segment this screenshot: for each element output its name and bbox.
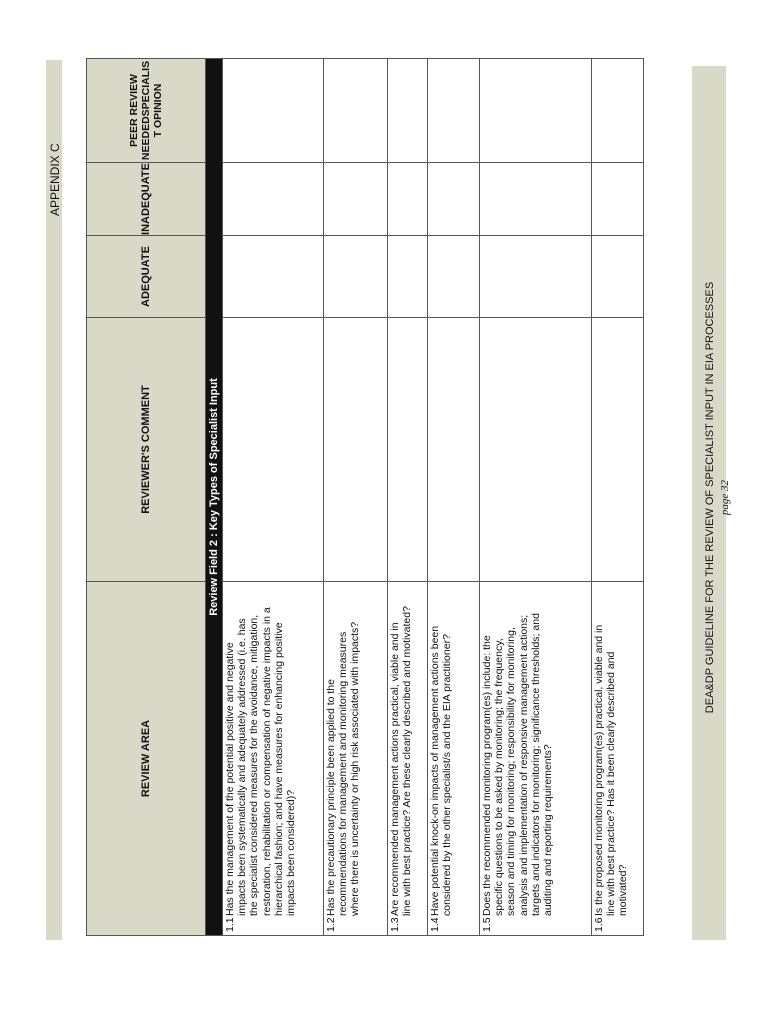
review-question: Has the management of the potential positive and negative impacts been systematically and adequately addressed (i.e. has the specialist considered measures for the avoidance, mitigation, restoration, rehabilitation or compensation of negative impacts in a hierarchical fashion; and have measures for enhancing positive impacts been considered)? — [224, 607, 298, 916]
row-number: 1.6 — [593, 917, 605, 932]
review-question: Have potential knock-on impacts of management actions been considered by the other specialist/s and the EIA practitioner? — [429, 625, 454, 916]
review-question: Does the recommended monitoring program(es) include: the specific questions to be asked by monitoring; the frequency, season and timing for monitoring; responsibility for monitoring, analysis and implementation of responsive management actions; targets and indicators for monitoring; significance thresholds; and auditing and reporting requirements? — [481, 613, 555, 916]
inadequate-cell[interactable] — [428, 163, 480, 236]
header-inadequate: INADEQUATE — [87, 163, 206, 236]
comment-cell[interactable] — [223, 318, 324, 582]
inadequate-cell[interactable] — [388, 163, 428, 236]
inadequate-cell[interactable] — [480, 163, 592, 236]
adequate-cell[interactable] — [592, 236, 644, 318]
table-row — [324, 59, 388, 936]
peer-review-cell[interactable] — [480, 59, 592, 163]
adequate-cell[interactable] — [388, 236, 428, 318]
row-number: 1.5 — [481, 917, 493, 932]
adequate-cell[interactable] — [324, 236, 388, 318]
table-row — [388, 59, 428, 936]
table-row — [223, 59, 324, 936]
review-table — [86, 58, 644, 936]
peer-review-cell[interactable] — [388, 59, 428, 163]
review-question: Are recommended management actions practical, viable and in line with best practice? Are these clearly described and motivated? — [389, 606, 414, 916]
header-row — [87, 59, 206, 936]
rotated-page — [86, 59, 731, 936]
peer-review-cell[interactable] — [223, 59, 324, 163]
review-question: Is the proposed monitoring program(es) practical, viable and in line with best practice? Has it been clearly described and motivated? — [593, 624, 630, 916]
table-row — [428, 59, 480, 936]
table-row — [480, 59, 592, 936]
table-row — [592, 59, 644, 936]
header-review-area: REVIEW AREA — [87, 582, 206, 936]
comment-cell[interactable] — [428, 318, 480, 582]
inadequate-cell[interactable] — [324, 163, 388, 236]
review-question: Has the precautionary principle been applied to the recommendations for management and monitoring measures where there is uncertainty or high risk associated with impacts? — [325, 621, 362, 916]
header-peer-review: PEER REVIEW NEEDEDSPECIALIS T OPINION — [87, 59, 206, 163]
page-number: page 32 — [719, 479, 731, 516]
appendix-wrap — [48, 140, 68, 220]
row-number: 1.2 — [325, 917, 337, 932]
inadequate-cell[interactable] — [592, 163, 644, 236]
section-title: Review Field 2 : Key Types of Specialist Input — [206, 59, 223, 936]
comment-cell[interactable] — [388, 318, 428, 582]
comment-cell[interactable] — [480, 318, 592, 582]
peer-review-cell[interactable] — [592, 59, 644, 163]
row-number: 1.1 — [224, 917, 236, 932]
inadequate-cell[interactable] — [223, 163, 324, 236]
footer-title: DEA&DP GUIDELINE FOR THE REVIEW OF SPECIALIST INPUT IN EIA PROCESSES — [704, 281, 716, 714]
appendix-label: APPENDIX C — [48, 143, 62, 216]
comment-cell[interactable] — [592, 318, 644, 582]
row-number: 1.4 — [429, 917, 441, 932]
row-number: 1.3 — [389, 917, 401, 932]
peer-review-cell[interactable] — [324, 59, 388, 163]
peer-review-cell[interactable] — [428, 59, 480, 163]
adequate-cell[interactable] — [223, 236, 324, 318]
adequate-cell[interactable] — [480, 236, 592, 318]
section-title-row — [206, 59, 223, 936]
header-reviewers-comment: REVIEWER'S COMMENT — [87, 318, 206, 582]
adequate-cell[interactable] — [428, 236, 480, 318]
header-adequate: ADEQUATE — [87, 236, 206, 318]
comment-cell[interactable] — [324, 318, 388, 582]
